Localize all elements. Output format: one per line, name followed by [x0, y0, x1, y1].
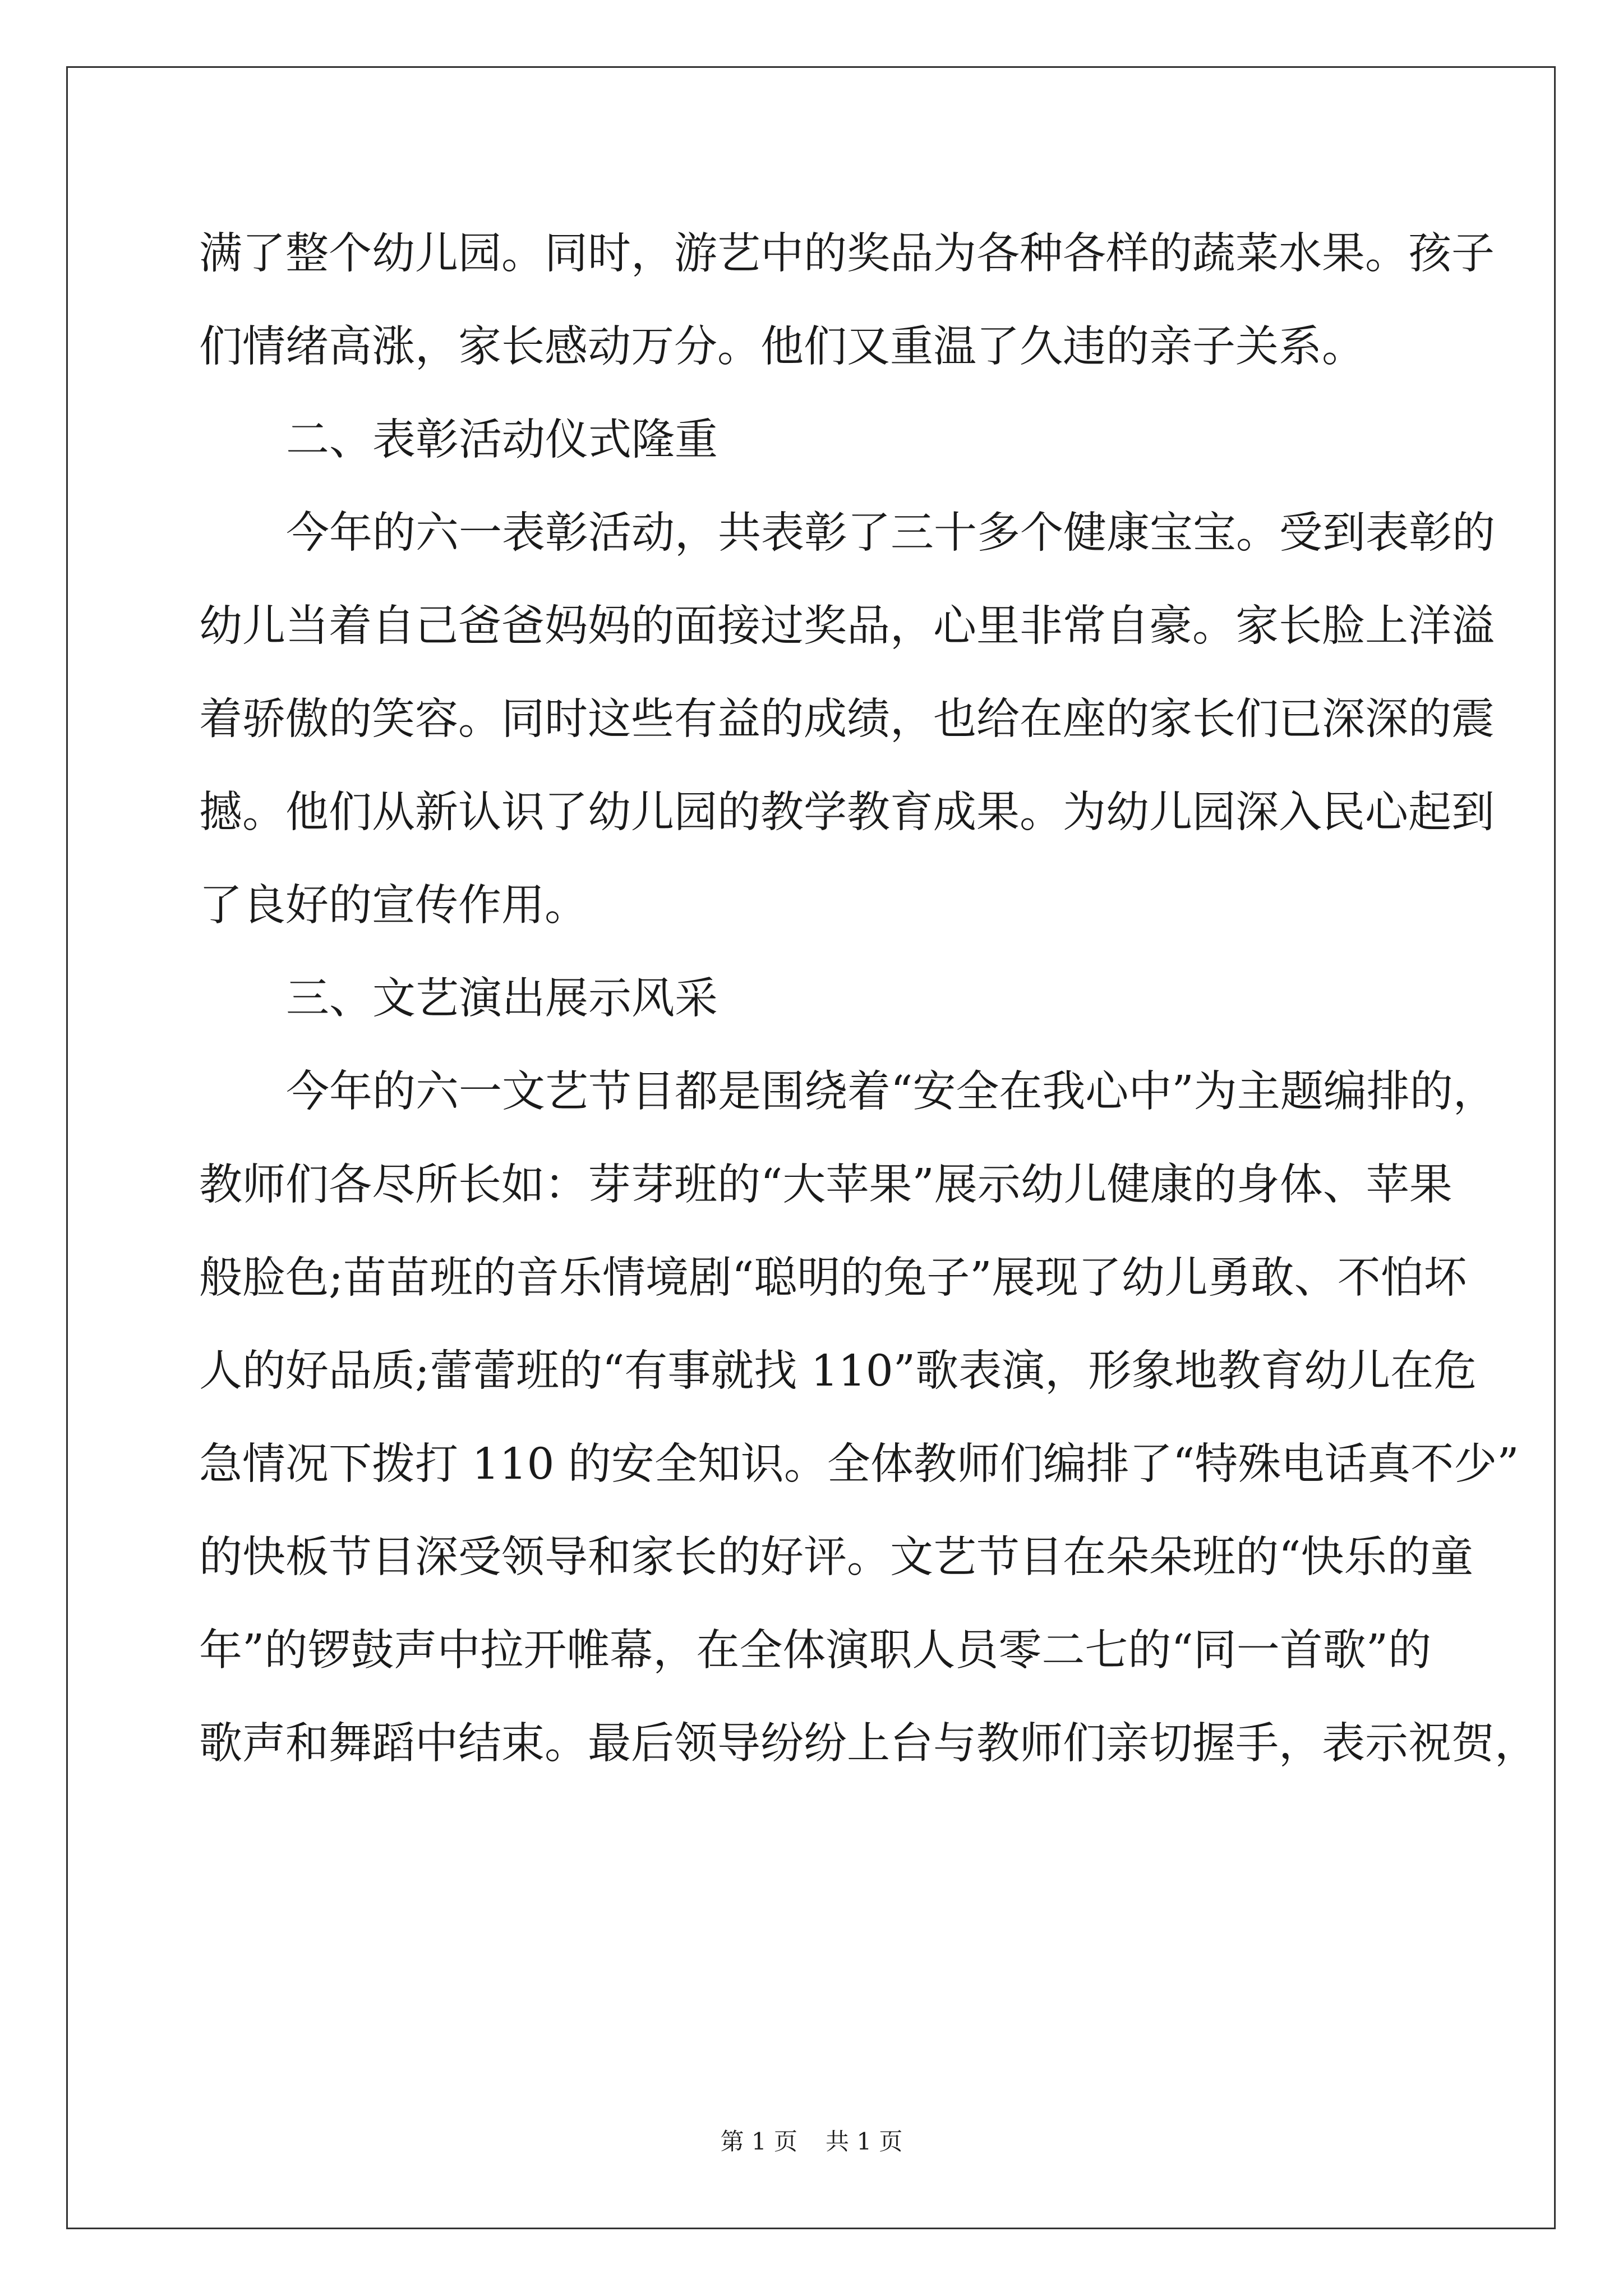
section-heading: 三、文艺演出展示风采 — [286, 974, 718, 1024]
page-number-total: 共 1 页 — [826, 2128, 903, 2155]
text-line: 满了整个幼儿园。同时，游艺中的奖品为各种各样的蔬菜水果。孩子 — [199, 229, 1495, 279]
document-body — [199, 208, 1538, 1791]
section-heading: 二、表彰活动仪式隆重 — [286, 415, 718, 465]
text-line: 幼儿当着自己爸爸妈妈的面接过奖品，心里非常自豪。家长脸上洋溢 — [199, 601, 1495, 651]
text-line: 急情况下拨打 110 的安全知识。全体教师们编排了“特殊电话真不少” — [199, 1439, 1519, 1489]
text-line: 般脸色;苗苗班的音乐情境剧“聪明的兔子”展现了幼儿勇敢、不怕坏 — [199, 1253, 1467, 1303]
text-line: 年”的锣鼓声中拉开帷幕，在全体演职人员零二七的“同一首歌”的 — [199, 1626, 1432, 1676]
page-number-current: 第 1 页 — [720, 2128, 797, 2155]
page-footer — [0, 2123, 1623, 2157]
text-line: 歌声和舞蹈中结束。最后领导纷纷上台与教师们亲切握手，表示祝贺， — [199, 1719, 1538, 1769]
text-line: 们情绪高涨，家长感动万分。他们又重温了久违的亲子关系。 — [199, 322, 1365, 372]
text-line: 人的好品质;蕾蕾班的“有事就找 110”歌表演，形象地教育幼儿在危 — [199, 1346, 1477, 1396]
text-line: 的快板节目深受领导和家长的好评。文艺节目在朵朵班的“快乐的童 — [199, 1533, 1474, 1582]
text-line: 了良好的宣传作用。 — [199, 881, 588, 931]
text-line: 今年的六一表彰活动，共表彰了三十多个健康宝宝。受到表彰的 — [286, 508, 1495, 558]
text-line: 着骄傲的笑容。同时这些有益的成绩，也给在座的家长们已深深的震 — [199, 694, 1495, 744]
text-line: 撼。他们从新认识了幼儿园的教学教育成果。为幼儿园深入民心起到 — [199, 788, 1495, 838]
text-line: 教师们各尽所长如：芽芽班的“大苹果”展示幼儿健康的身体、苹果 — [199, 1160, 1453, 1210]
text-line: 今年的六一文艺节目都是围绕着“安全在我心中”为主题编排的， — [286, 1067, 1496, 1117]
